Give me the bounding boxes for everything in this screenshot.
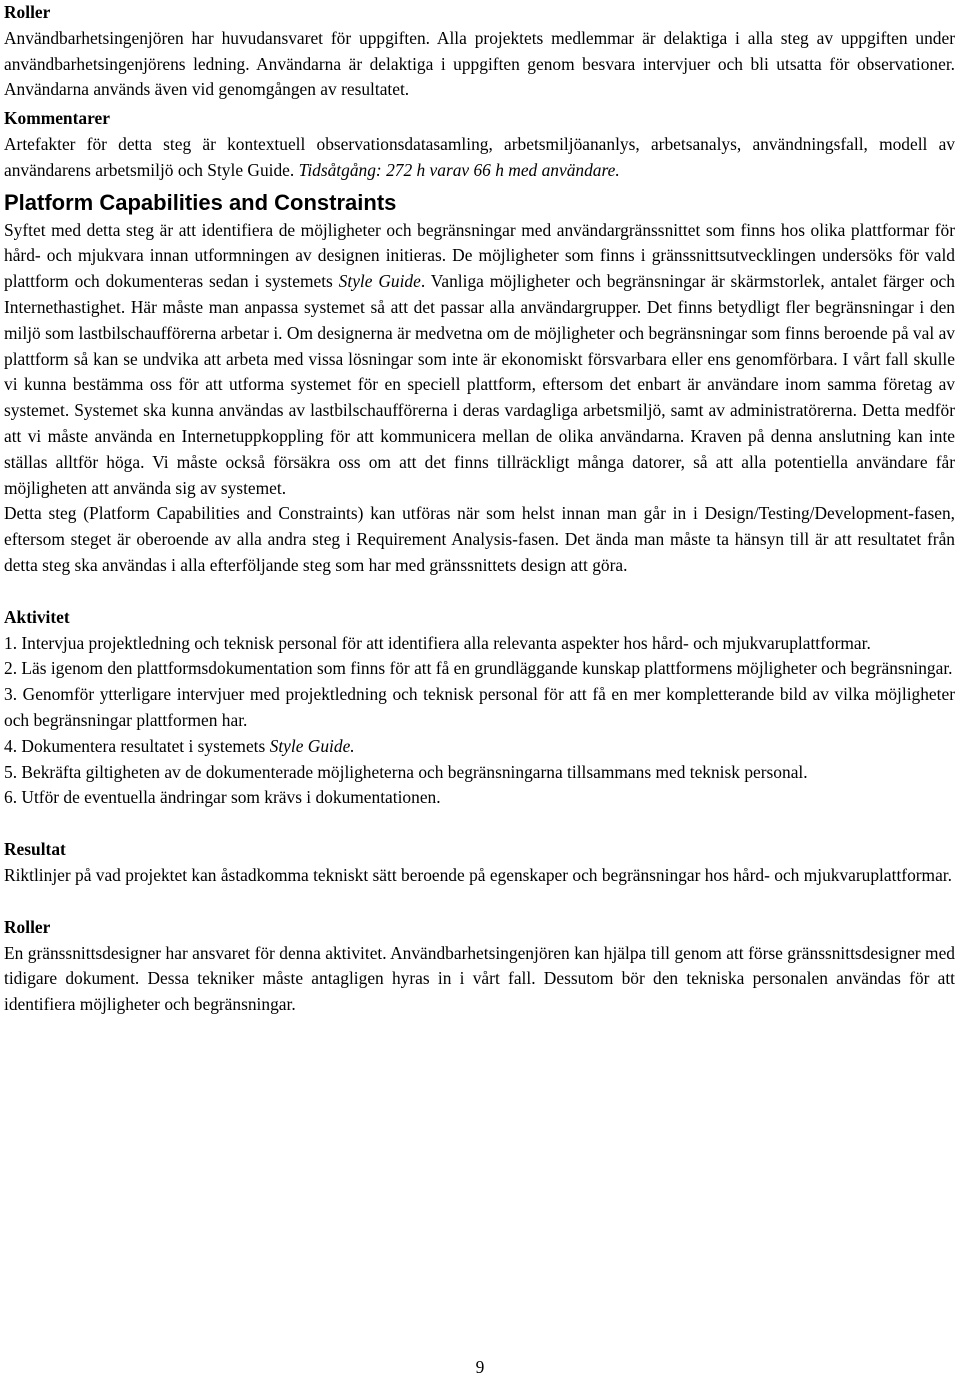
document-page xyxy=(4,0,955,1018)
section-title: Platform Capabilities and Constraints xyxy=(4,189,397,215)
activity-item-5: 5. Bekräfta giltigheten av de dokumenterade möjligheterna och begränsningarna tillsammans med teknisk personal. xyxy=(4,761,808,782)
activity-item-6: 6. Utför de eventuella ändringar som krävs i dokumentationen. xyxy=(4,787,441,808)
roles-text-2: En gränssnittsdesigner har ansvaret för denna aktivitet. Användbarhetsingenjören kan hjälpa till genom att förse gränssnittsdesigner med tidigare dokument. Dessa tekniker måste antagligen hyras in i vårt fall. Dessutom bör den tekniska personalen användas för att identifiera möjligheter och begränsningar. xyxy=(4,942,955,1015)
style-guide-emphasis: Style Guide xyxy=(338,271,421,292)
activity-heading: Aktivitet xyxy=(4,606,70,627)
activity-item-3: 3. Genomför ytterligare intervjuer med projektledning och teknisk personal för att få en mer kompletterande bild av vilka möjligheter och begränsningar plattformen har. xyxy=(4,684,955,730)
result-heading: Resultat xyxy=(4,839,66,860)
page-number: 9 xyxy=(475,1357,485,1377)
section-paragraph-1 xyxy=(4,218,955,502)
activity-item-4-text: 4. Dokumentera resultatet i systemets xyxy=(4,735,266,756)
comments-heading: Kommentarer xyxy=(4,108,110,129)
activity-item-4-emphasis: Style Guide. xyxy=(269,735,355,756)
roles-heading-2: Roller xyxy=(4,916,51,937)
comments-paragraph xyxy=(4,132,955,184)
section-para1-start: Syftet med detta steg är att identifiera de möjligheter och begränsningar med användargränssnittet som finns hos olika plattformar för hård- och mjukvara innan utformningen av designen initieras. De möjligheter som finns i gränssnittsutvecklingen undersöks för vald plattform och dokumenteras sedan i systemets xyxy=(4,219,955,292)
time-note: Tidsåtgång: 272 h varav 66 h med användare. xyxy=(298,159,620,180)
section-para1-end: . Vanliga möjligheter och begränsningar är skärmstorlek, antalet färger och Internethastighet. Här måste man anpassa systemet så att det passar alla användargrupper. Det finns betydligt fler begränsningar i den miljö som lastbilschaufförerna arbetar i. Om designerna är medvetna om de möjligheter och begränsningar som finns beroende på val av plattform så kan se undvika att arbeta med vissa lösningar som inte är ekonomiskt försvarbara eller ens genomförbara. I vårt fall skulle vi kunna bestämma oss för att utforma systemet för en speciell plattform, eftersom det enbart är användare inom samma företag av systemet. Systemet ska kunna användas av lastbilschaufförerna i deras vardagliga arbetsmiljö, samt av administratörerna. Detta medför att vi måste använda en Internetuppkoppling för att kommunicera mellan de olika användarna. Kraven på denna anslutning kan inte ställas alltför höga. Vi måste också försäkra oss om att det finns tillräckligt många datorer, så att alla potentiella användare får möjligheten att använda sig av systemet. xyxy=(4,271,955,498)
section-paragraph-2: Detta steg (Platform Capabilities and Constraints) kan utföras när som helst innan man går in i Design/Testing/Development-fasen, eftersom steget är oberoende av alla andra steg i Requirement Analysis-fasen. Det ända man måste ta hänsyn till är att resultatet från detta steg ska användas i alla efterföljande steg som har med gränssnittets design att göra. xyxy=(4,503,955,575)
activity-item-1: 1. Intervjua projektledning och teknisk personal för att identifiera alla relevanta aspekter hos hård- och mjukvaruplattformar. xyxy=(4,632,871,653)
activity-item-4 xyxy=(4,734,955,760)
roles-heading: Roller xyxy=(4,2,51,22)
activity-item-2: 2. Läs igenom den plattformsdokumentation som finns för att få en grundläggande kunskap plattformens möjligheter och begränsningar. xyxy=(4,658,953,679)
roles-text: Användbarhetsingenjören har huvudansvaret för uppgiften. Alla projektets medlemmar är delaktiga i alla steg av uppgiften under användbarhetsingenjörens ledning. Användarna är delaktiga i uppgiften genom besvara intervjuer och bli utsatta för observationer. Användarna används även vid genomgången av resultatet. xyxy=(4,27,955,100)
comments-text: Artefakter för detta steg är kontextuell observationsdatasamling, arbetsmiljöananlys, arbetsanalys, användningsfall, modell av användarens arbetsmiljö och Style Guide. xyxy=(4,133,955,180)
result-text: Riktlinjer på vad projektet kan åstadkomma tekniskt sätt beroende på egenskaper och begränsningar hos hård- och mjukvaruplattformar. xyxy=(4,864,952,885)
